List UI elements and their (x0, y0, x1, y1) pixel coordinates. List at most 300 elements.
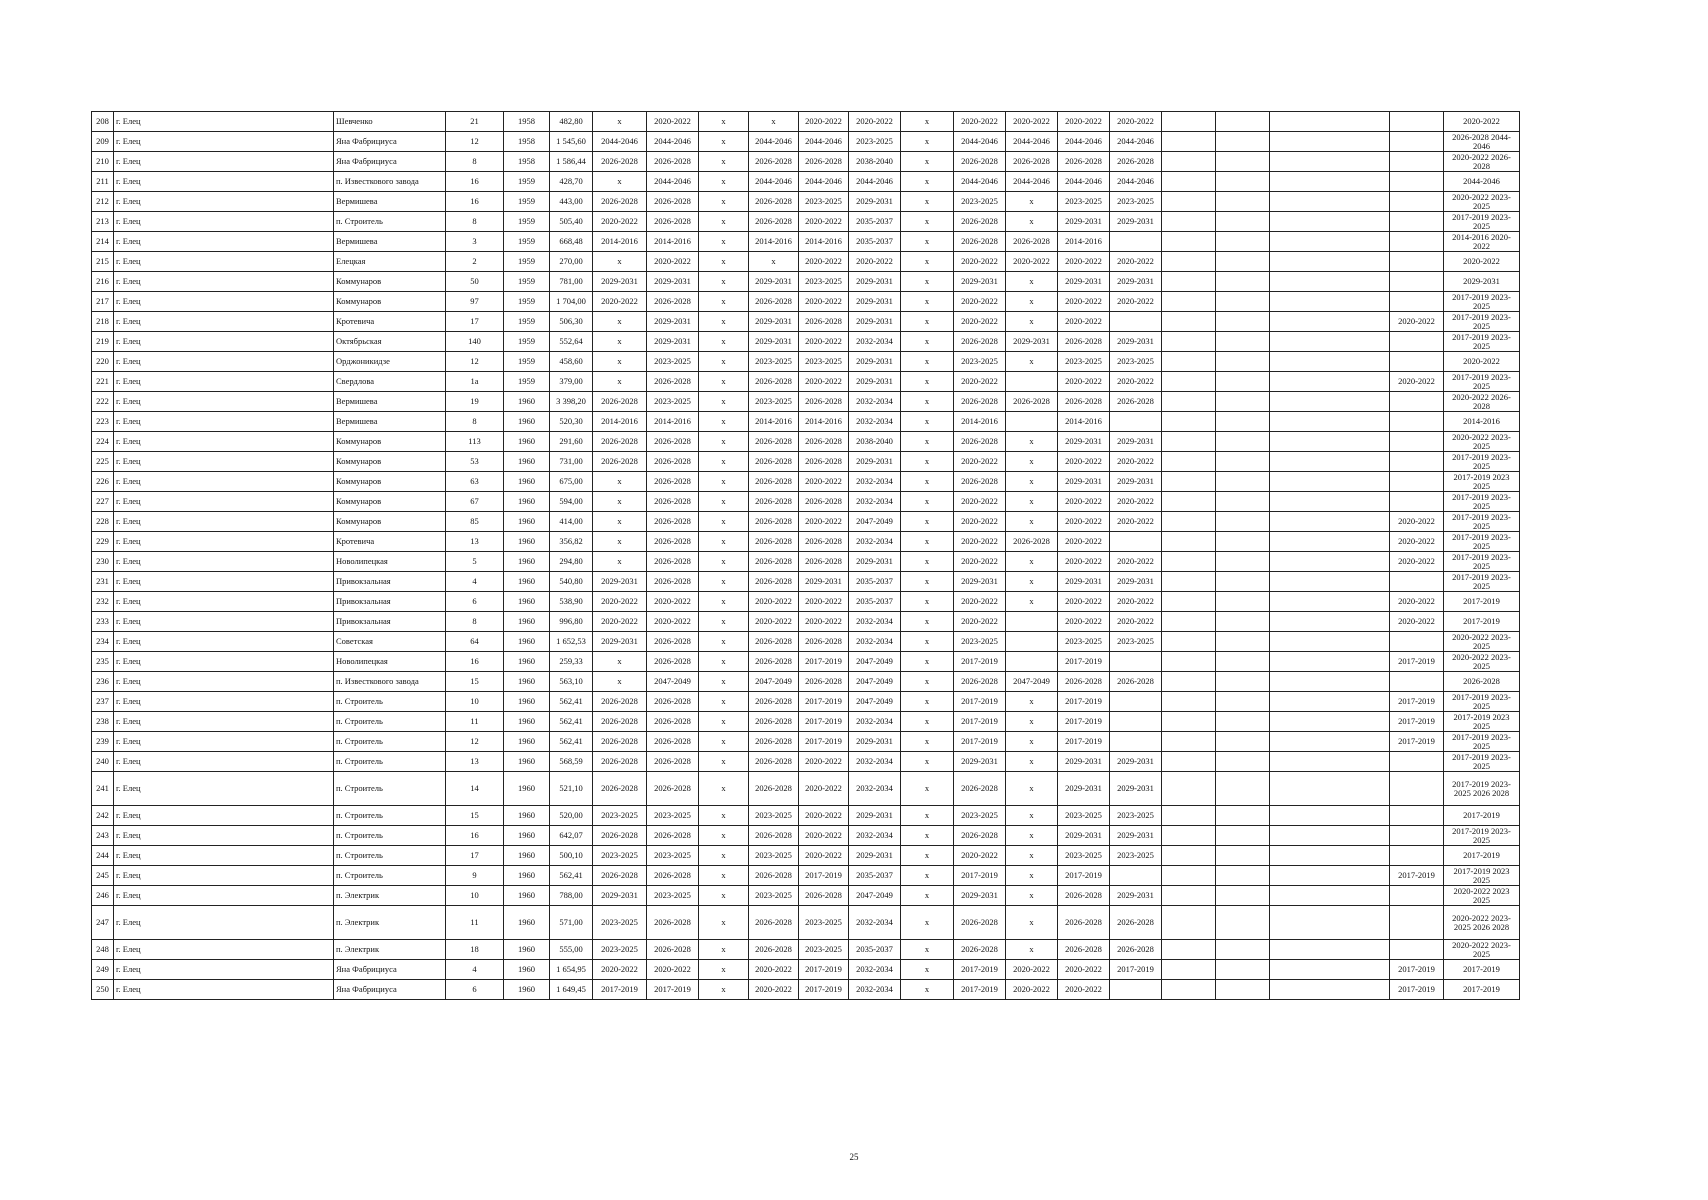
table-cell: 2020-2022 (749, 980, 799, 1000)
table-cell: 2038-2040 (849, 432, 901, 452)
table-cell: x (901, 272, 954, 292)
table-row (92, 532, 1520, 552)
table-cell: 2032-2034 (849, 472, 901, 492)
table-cell: 2026-2028 (749, 532, 799, 552)
table-cell: г. Елец (114, 212, 334, 232)
table-cell: 2017-2019 (954, 866, 1006, 886)
table-cell (1216, 252, 1270, 272)
table-cell: 2026-2028 (749, 732, 799, 752)
table-cell: г. Елец (114, 632, 334, 652)
table-cell: x (1006, 826, 1058, 846)
table-cell (1270, 866, 1390, 886)
table-cell: x (1006, 886, 1058, 906)
table-cell: г. Елец (114, 672, 334, 692)
table-cell: 1960 (504, 732, 550, 752)
table-cell: 1960 (504, 960, 550, 980)
table-cell: 996,80 (550, 612, 593, 632)
table-cell: 2026-2028 (1110, 392, 1162, 412)
table-cell (1270, 352, 1390, 372)
table-cell: x (699, 592, 749, 612)
table-cell: 2017-2019 2023-2025 (1444, 826, 1520, 846)
table-cell: 2014-2016 (647, 412, 699, 432)
table-cell: 2017-2019 2023-2025 (1444, 752, 1520, 772)
table-cell: 2020-2022 (954, 846, 1006, 866)
table-cell: 2020-2022 (1110, 492, 1162, 512)
table-cell: 241 (92, 772, 114, 806)
table-cell (1270, 292, 1390, 312)
table-cell (1216, 532, 1270, 552)
table-cell: x (901, 940, 954, 960)
table-cell (1162, 772, 1216, 806)
table-cell: 2026-2028 (749, 632, 799, 652)
table-cell: x (699, 732, 749, 752)
table-cell (1216, 980, 1270, 1000)
table-row (92, 980, 1520, 1000)
table-cell: 2020-2022 (954, 592, 1006, 612)
table-cell: 520,30 (550, 412, 593, 432)
table-cell: 2020-2022 (1110, 512, 1162, 532)
table-cell: x (901, 112, 954, 132)
table-cell: 2020-2022 (749, 612, 799, 632)
table-cell: 1959 (504, 372, 550, 392)
table-cell: 1959 (504, 212, 550, 232)
table-cell: п. Электрик (334, 906, 446, 940)
table-cell: 562,41 (550, 712, 593, 732)
table-cell: 2026-2028 (1110, 906, 1162, 940)
table-cell: x (699, 712, 749, 732)
table-cell: 2023-2025 (1058, 846, 1110, 866)
table-cell (1110, 532, 1162, 552)
table-cell: 562,41 (550, 732, 593, 752)
table-cell (1390, 432, 1444, 452)
table-cell: 1960 (504, 452, 550, 472)
table-cell: 2020-2022 (1110, 452, 1162, 472)
table-cell (1390, 940, 1444, 960)
table-cell: 1960 (504, 652, 550, 672)
table-cell: 2026-2028 (647, 826, 699, 846)
table-cell: 2023-2025 (799, 940, 849, 960)
table-cell: 2017-2019 (799, 732, 849, 752)
table-cell: x (593, 472, 647, 492)
table-cell: 2017-2019 (799, 866, 849, 886)
table-cell: x (901, 232, 954, 252)
table-cell: 2014-2016 (1444, 412, 1520, 432)
table-cell: x (901, 652, 954, 672)
table-cell (1270, 980, 1390, 1000)
table-cell: 2026-2028 (749, 572, 799, 592)
table-cell: 215 (92, 252, 114, 272)
table-cell (1162, 472, 1216, 492)
table-cell (1006, 652, 1058, 672)
table-cell: 2020-2022 (1058, 612, 1110, 632)
table-cell (1390, 632, 1444, 652)
table-cell: 2044-2046 (647, 172, 699, 192)
table-cell: x (901, 632, 954, 652)
table-cell: п. Строитель (334, 732, 446, 752)
table-cell (1162, 652, 1216, 672)
table-cell: 562,41 (550, 866, 593, 886)
table-cell: 2020-2022 (1058, 112, 1110, 132)
table-cell (1270, 492, 1390, 512)
table-cell (1162, 592, 1216, 612)
table-cell: 8 (446, 152, 504, 172)
table-cell: 2044-2046 (1110, 172, 1162, 192)
table-cell: 2017-2019 2023-2025 (1444, 332, 1520, 352)
table-cell: 2023-2025 (1058, 352, 1110, 372)
table-cell: 1960 (504, 886, 550, 906)
table-cell: 2026-2028 (647, 632, 699, 652)
table-cell (1216, 806, 1270, 826)
table-cell: 1 704,00 (550, 292, 593, 312)
table-cell: г. Елец (114, 772, 334, 806)
table-cell: 2020-2022 (1058, 292, 1110, 312)
table-row (92, 192, 1520, 212)
table-cell (1390, 826, 1444, 846)
table-cell: x (901, 532, 954, 552)
table-cell: 2020-2022 (593, 212, 647, 232)
table-cell: x (749, 112, 799, 132)
table-row (92, 132, 1520, 152)
table-cell: 2020-2022 (1058, 312, 1110, 332)
table-cell: 2044-2046 (954, 172, 1006, 192)
table-cell: 16 (446, 652, 504, 672)
table-body (92, 112, 1520, 1000)
table-cell: x (901, 132, 954, 152)
table-cell: 249 (92, 960, 114, 980)
table-cell (1270, 692, 1390, 712)
table-cell: 562,41 (550, 692, 593, 712)
table-cell (1270, 452, 1390, 472)
table-cell: 2017-2019 (1390, 960, 1444, 980)
table-cell: 2047-2049 (849, 512, 901, 532)
table-cell (1162, 612, 1216, 632)
table-cell: 2032-2034 (849, 392, 901, 412)
table-cell: 2017-2019 2023 2025 (1444, 712, 1520, 732)
table-cell: 1958 (504, 132, 550, 152)
table-cell: 244 (92, 846, 114, 866)
table-cell: 2020-2022 (1390, 372, 1444, 392)
table-cell (1216, 572, 1270, 592)
table-cell: x (901, 712, 954, 732)
table-cell: 1960 (504, 612, 550, 632)
table-cell: 1959 (504, 352, 550, 372)
table-cell: 2026-2028 (593, 866, 647, 886)
table-cell: 2014-2016 (593, 412, 647, 432)
table-cell: 2017-2019 (799, 980, 849, 1000)
table-cell: 1 649,45 (550, 980, 593, 1000)
table-cell: г. Елец (114, 692, 334, 712)
table-cell: 2020-2022 (1058, 532, 1110, 552)
table-cell: 242 (92, 806, 114, 826)
table-cell: 97 (446, 292, 504, 312)
table-cell: x (699, 452, 749, 472)
table-cell: 2017-2019 (1444, 592, 1520, 612)
table-cell: 2026-2028 (749, 652, 799, 672)
table-cell: 1960 (504, 572, 550, 592)
table-cell (1216, 432, 1270, 452)
table-cell: x (901, 732, 954, 752)
table-cell: г. Елец (114, 112, 334, 132)
table-cell: x (593, 492, 647, 512)
table-cell (1216, 412, 1270, 432)
table-cell: г. Елец (114, 866, 334, 886)
table-cell (1270, 332, 1390, 352)
table-cell: 563,10 (550, 672, 593, 692)
table-cell: п. Строитель (334, 712, 446, 732)
table-cell: п. Строитель (334, 866, 446, 886)
table-cell: x (699, 552, 749, 572)
table-cell: 248 (92, 940, 114, 960)
table-cell: 2020-2022 2023-2025 (1444, 652, 1520, 672)
table-cell: 1960 (504, 532, 550, 552)
table-cell (1270, 532, 1390, 552)
table-cell: 2017-2019 (1444, 960, 1520, 980)
table-cell: г. Елец (114, 940, 334, 960)
table-cell: x (901, 772, 954, 806)
table-cell: 2029-2031 (1110, 332, 1162, 352)
table-cell: 4 (446, 572, 504, 592)
table-cell (1390, 886, 1444, 906)
table-cell: 2026-2028 (647, 492, 699, 512)
table-cell: г. Елец (114, 712, 334, 732)
table-cell: г. Елец (114, 652, 334, 672)
table-cell: 521,10 (550, 772, 593, 806)
table-cell: 2020-2022 2023-2025 2026 2028 (1444, 906, 1520, 940)
table-cell: x (1006, 906, 1058, 940)
table-cell: 2047-2049 (749, 672, 799, 692)
table-cell: 2032-2034 (849, 960, 901, 980)
table-cell: 1959 (504, 192, 550, 212)
table-cell: 2020-2022 (647, 960, 699, 980)
table-cell: 1960 (504, 392, 550, 412)
table-cell (1216, 672, 1270, 692)
table-cell (1162, 732, 1216, 752)
table-row (92, 292, 1520, 312)
table-cell: 2023-2025 (647, 886, 699, 906)
table-cell: x (593, 672, 647, 692)
table-cell: 2026-2028 2044-2046 (1444, 132, 1520, 152)
table-cell: 2023-2025 (749, 846, 799, 866)
table-cell: 2017-2019 (593, 980, 647, 1000)
table-cell: 2020-2022 (954, 452, 1006, 472)
table-cell: 2029-2031 (1058, 772, 1110, 806)
table-cell: x (699, 352, 749, 372)
table-cell: x (901, 452, 954, 472)
table-cell: 1960 (504, 940, 550, 960)
table-cell: x (1006, 866, 1058, 886)
table-cell: 2026-2028 (749, 212, 799, 232)
table-cell: x (901, 866, 954, 886)
table-cell: x (901, 312, 954, 332)
table-cell (1216, 866, 1270, 886)
table-cell: п. Строитель (334, 772, 446, 806)
table-cell: 2026-2028 (954, 772, 1006, 806)
table-cell: x (699, 672, 749, 692)
table-cell: 8 (446, 612, 504, 632)
table-row (92, 432, 1520, 452)
table-cell: г. Елец (114, 432, 334, 452)
table-cell: x (901, 152, 954, 172)
table-cell: 2020-2022 (799, 292, 849, 312)
table-cell: 2032-2034 (849, 612, 901, 632)
table-row (92, 272, 1520, 292)
table-cell: 2017-2019 (1390, 692, 1444, 712)
table-cell: 2017-2019 (1444, 806, 1520, 826)
table-cell (1162, 866, 1216, 886)
table-row (92, 806, 1520, 826)
table-cell: 2026-2028 (954, 826, 1006, 846)
table-cell: 2029-2031 (1058, 826, 1110, 846)
table-cell: 247 (92, 906, 114, 940)
table-cell (1270, 672, 1390, 692)
table-cell: 2047-2049 (1006, 672, 1058, 692)
table-cell: г. Елец (114, 232, 334, 252)
table-cell: 2029-2031 (1058, 432, 1110, 452)
table-cell: 245 (92, 866, 114, 886)
table-cell: 2023-2025 (799, 192, 849, 212)
table-cell: 64 (446, 632, 504, 652)
table-cell: x (699, 332, 749, 352)
table-cell: 2029-2031 (954, 752, 1006, 772)
table-cell: 2017-2019 2023-2025 (1444, 292, 1520, 312)
table-cell: x (699, 312, 749, 332)
table-cell: 2029-2031 (749, 272, 799, 292)
table-cell: 6 (446, 592, 504, 612)
table-cell: Коммунаров (334, 492, 446, 512)
table-cell: г. Елец (114, 392, 334, 412)
table-cell: 15 (446, 672, 504, 692)
table-cell (1162, 960, 1216, 980)
table-cell: 270,00 (550, 252, 593, 272)
table-cell: 1960 (504, 492, 550, 512)
table-cell: 2029-2031 (593, 632, 647, 652)
table-cell (1162, 940, 1216, 960)
table-cell: 2029-2031 (799, 572, 849, 592)
table-cell: 2026-2028 (647, 752, 699, 772)
table-cell: 2026-2028 (647, 432, 699, 452)
table-row (92, 940, 1520, 960)
table-cell: 2029-2031 (1110, 472, 1162, 492)
table-cell: 294,80 (550, 552, 593, 572)
table-cell: 2014-2016 (749, 412, 799, 432)
table-cell: 2026-2028 (799, 532, 849, 552)
table-cell: x (1006, 752, 1058, 772)
table-cell: 2014-2016 (799, 232, 849, 252)
table-cell: 1960 (504, 846, 550, 866)
table-cell: 2047-2049 (849, 652, 901, 672)
table-cell: 2032-2034 (849, 412, 901, 432)
table-cell: 113 (446, 432, 504, 452)
table-cell: 506,30 (550, 312, 593, 332)
table-cell: x (699, 252, 749, 272)
table-cell: г. Елец (114, 452, 334, 472)
table-cell: 208 (92, 112, 114, 132)
table-cell: x (901, 806, 954, 826)
table-cell (1110, 732, 1162, 752)
table-cell: 2020-2022 (954, 612, 1006, 632)
table-cell (1216, 152, 1270, 172)
table-cell: 2020-2022 (1444, 252, 1520, 272)
table-cell (1110, 866, 1162, 886)
table-cell (1270, 592, 1390, 612)
table-cell: Коммунаров (334, 472, 446, 492)
table-cell: Привокзальная (334, 612, 446, 632)
table-cell: 2020-2022 (1390, 532, 1444, 552)
table-cell: x (1006, 212, 1058, 232)
table-cell: 11 (446, 906, 504, 940)
table-cell (1270, 826, 1390, 846)
table-cell: п. Электрик (334, 940, 446, 960)
table-cell: 2020-2022 (1444, 352, 1520, 372)
table-row (92, 906, 1520, 940)
table-cell: 379,00 (550, 372, 593, 392)
table-cell: 2026-2028 (593, 712, 647, 732)
table-row (92, 612, 1520, 632)
table-cell: 2026-2028 (799, 672, 849, 692)
table-cell: x (901, 552, 954, 572)
table-cell (1216, 752, 1270, 772)
table-cell: 2014-2016 (749, 232, 799, 252)
table-cell: 2017-2019 (1058, 732, 1110, 752)
table-cell: Вермишева (334, 392, 446, 412)
table-cell: г. Елец (114, 552, 334, 572)
table-cell: x (699, 806, 749, 826)
table-cell: 4 (446, 960, 504, 980)
table-cell: x (1006, 312, 1058, 332)
table-cell: г. Елец (114, 472, 334, 492)
table-cell: 2017-2019 (799, 712, 849, 732)
table-cell: 2020-2022 (1110, 612, 1162, 632)
table-row (92, 332, 1520, 352)
table-cell (1390, 752, 1444, 772)
table-cell: x (699, 192, 749, 212)
table-cell: 50 (446, 272, 504, 292)
table-cell (1390, 292, 1444, 312)
page-number: 25 (849, 1152, 859, 1162)
table-cell (1216, 232, 1270, 252)
table-cell: 2023-2025 (647, 806, 699, 826)
table-cell (1162, 392, 1216, 412)
table-cell: x (699, 172, 749, 192)
table-cell: 238 (92, 712, 114, 732)
table-cell: 642,07 (550, 826, 593, 846)
table-cell: 2026-2028 (593, 192, 647, 212)
table-cell: Привокзальная (334, 572, 446, 592)
table-cell: 2017-2019 2023-2025 (1444, 572, 1520, 592)
table-cell: 2026-2028 (749, 712, 799, 732)
table-cell: 2026-2028 (749, 866, 799, 886)
table-cell: 210 (92, 152, 114, 172)
table-cell: 2023-2025 (1110, 806, 1162, 826)
table-cell: г. Елец (114, 846, 334, 866)
table-cell: x (699, 292, 749, 312)
table-cell (1270, 272, 1390, 292)
table-cell: 53 (446, 452, 504, 472)
table-cell (1216, 692, 1270, 712)
table-cell: 239 (92, 732, 114, 752)
table-cell (1216, 512, 1270, 532)
table-row (92, 512, 1520, 532)
table-cell: 2026-2028 (799, 312, 849, 332)
table-cell: x (699, 112, 749, 132)
table-cell (1162, 112, 1216, 132)
table-cell: 2017-2019 (954, 960, 1006, 980)
table-cell (1270, 960, 1390, 980)
table-cell: 1959 (504, 232, 550, 252)
table-cell: п. Известкового завода (334, 172, 446, 192)
table-cell: x (901, 752, 954, 772)
table-cell: x (901, 960, 954, 980)
